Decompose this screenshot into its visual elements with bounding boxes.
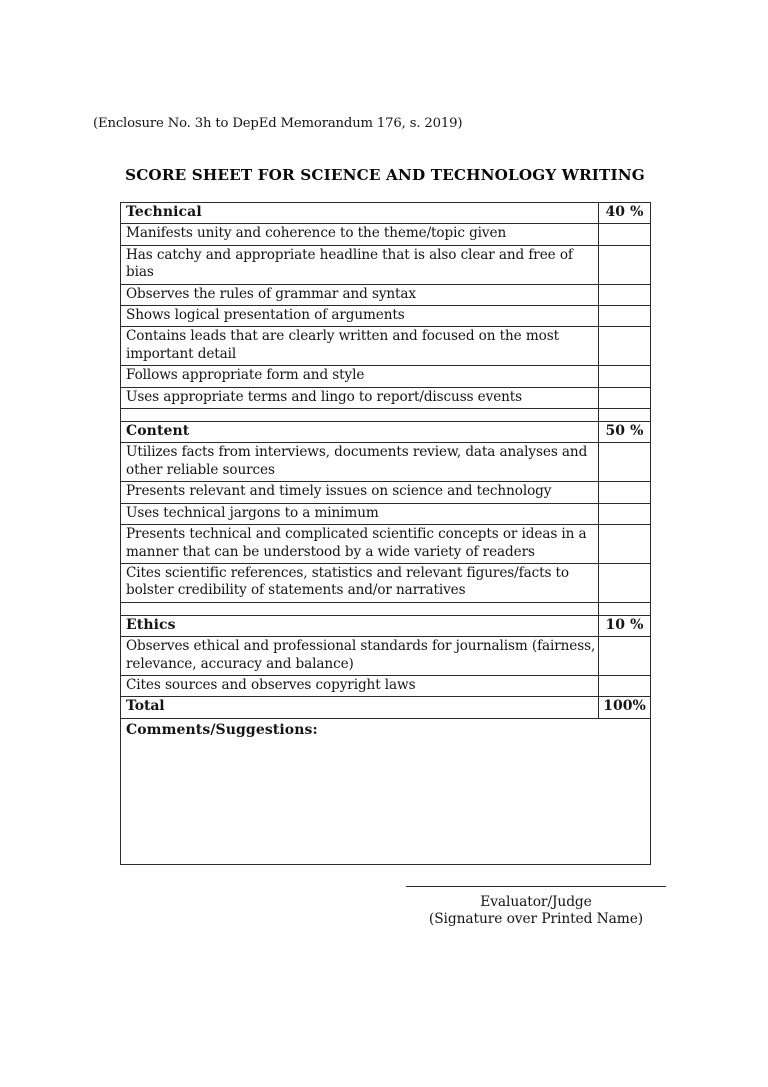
section-weight: 10 % [599,615,651,636]
criterion-text: Observes ethical and professional standards for journalism (fairness, relevance, accuracy and balance) [121,637,599,676]
criterion-score-cell[interactable] [599,563,651,602]
table-row [121,637,651,676]
criterion-score-cell[interactable] [599,245,651,284]
table-row [121,306,651,327]
page-title: SCORE SHEET FOR SCIENCE AND TECHNOLOGY WRITING [125,166,645,184]
comments-row [121,718,651,864]
criterion-score-cell[interactable] [599,525,651,564]
section-name: Technical [121,203,599,224]
spacer-cell [599,602,651,615]
table-row [121,482,651,503]
criterion-text: Manifests unity and coherence to the theme/topic given [121,224,599,245]
criterion-text: Follows appropriate form and style [121,366,599,387]
criterion-text: Shows logical presentation of arguments [121,306,599,327]
criterion-text: Uses appropriate terms and lingo to report/discuss events [121,387,599,408]
section-header-row [121,422,651,443]
section-name: Content [121,422,599,443]
table-row [121,563,651,602]
table-row [121,224,651,245]
section-weight: 40 % [599,203,651,224]
criterion-text: Cites scientific references, statistics and relevant figures/facts to bolster credibility of statements and/or narratives [121,563,599,602]
section-header-row [121,203,651,224]
criterion-score-cell[interactable] [599,637,651,676]
criterion-text: Has catchy and appropriate headline that is also clear and free of bias [121,245,599,284]
table-row [121,387,651,408]
spacer-cell [599,409,651,422]
table-row [121,503,651,524]
signature-instruction: (Signature over Printed Name) [428,911,644,927]
criterion-score-cell[interactable] [599,366,651,387]
criterion-text: Observes the rules of grammar and syntax [121,284,599,305]
signature-line [406,886,666,887]
score-sheet-body [121,203,651,865]
signature-role: Evaluator/Judge [480,894,592,910]
criterion-text: Utilizes facts from interviews, documents review, data analyses and other reliable sources [121,443,599,482]
enclosure-note: (Enclosure No. 3h to DepEd Memorandum 176, s. 2019) [93,116,463,131]
table-row [121,366,651,387]
criterion-text: Presents technical and complicated scientific concepts or ideas in a manner that can be understood by a wide variety of readers [121,525,599,564]
score-sheet-table [120,202,651,865]
spacer-cell [121,602,599,615]
table-row [121,327,651,366]
criterion-score-cell[interactable] [599,482,651,503]
criterion-score-cell[interactable] [599,675,651,696]
signature-block [406,886,666,927]
section-weight: 50 % [599,422,651,443]
comments-label[interactable]: Comments/Suggestions: [121,718,651,864]
criterion-score-cell[interactable] [599,224,651,245]
table-row [121,675,651,696]
section-header-row [121,615,651,636]
spacer-cell [121,409,599,422]
criterion-text: Presents relevant and timely issues on science and technology [121,482,599,503]
total-label: Total [121,697,599,718]
section-spacer-row [121,409,651,422]
criterion-score-cell[interactable] [599,503,651,524]
table-row [121,245,651,284]
criterion-score-cell[interactable] [599,306,651,327]
table-row [121,443,651,482]
table-row [121,284,651,305]
section-spacer-row [121,602,651,615]
criterion-text: Cites sources and observes copyright laws [121,675,599,696]
total-row [121,697,651,718]
criterion-score-cell[interactable] [599,443,651,482]
criterion-score-cell[interactable] [599,284,651,305]
section-name: Ethics [121,615,599,636]
table-row [121,525,651,564]
criterion-text: Uses technical jargons to a minimum [121,503,599,524]
total-weight: 100% [599,697,651,718]
criterion-score-cell[interactable] [599,387,651,408]
criterion-text: Contains leads that are clearly written and focused on the most important detail [121,327,599,366]
criterion-score-cell[interactable] [599,327,651,366]
